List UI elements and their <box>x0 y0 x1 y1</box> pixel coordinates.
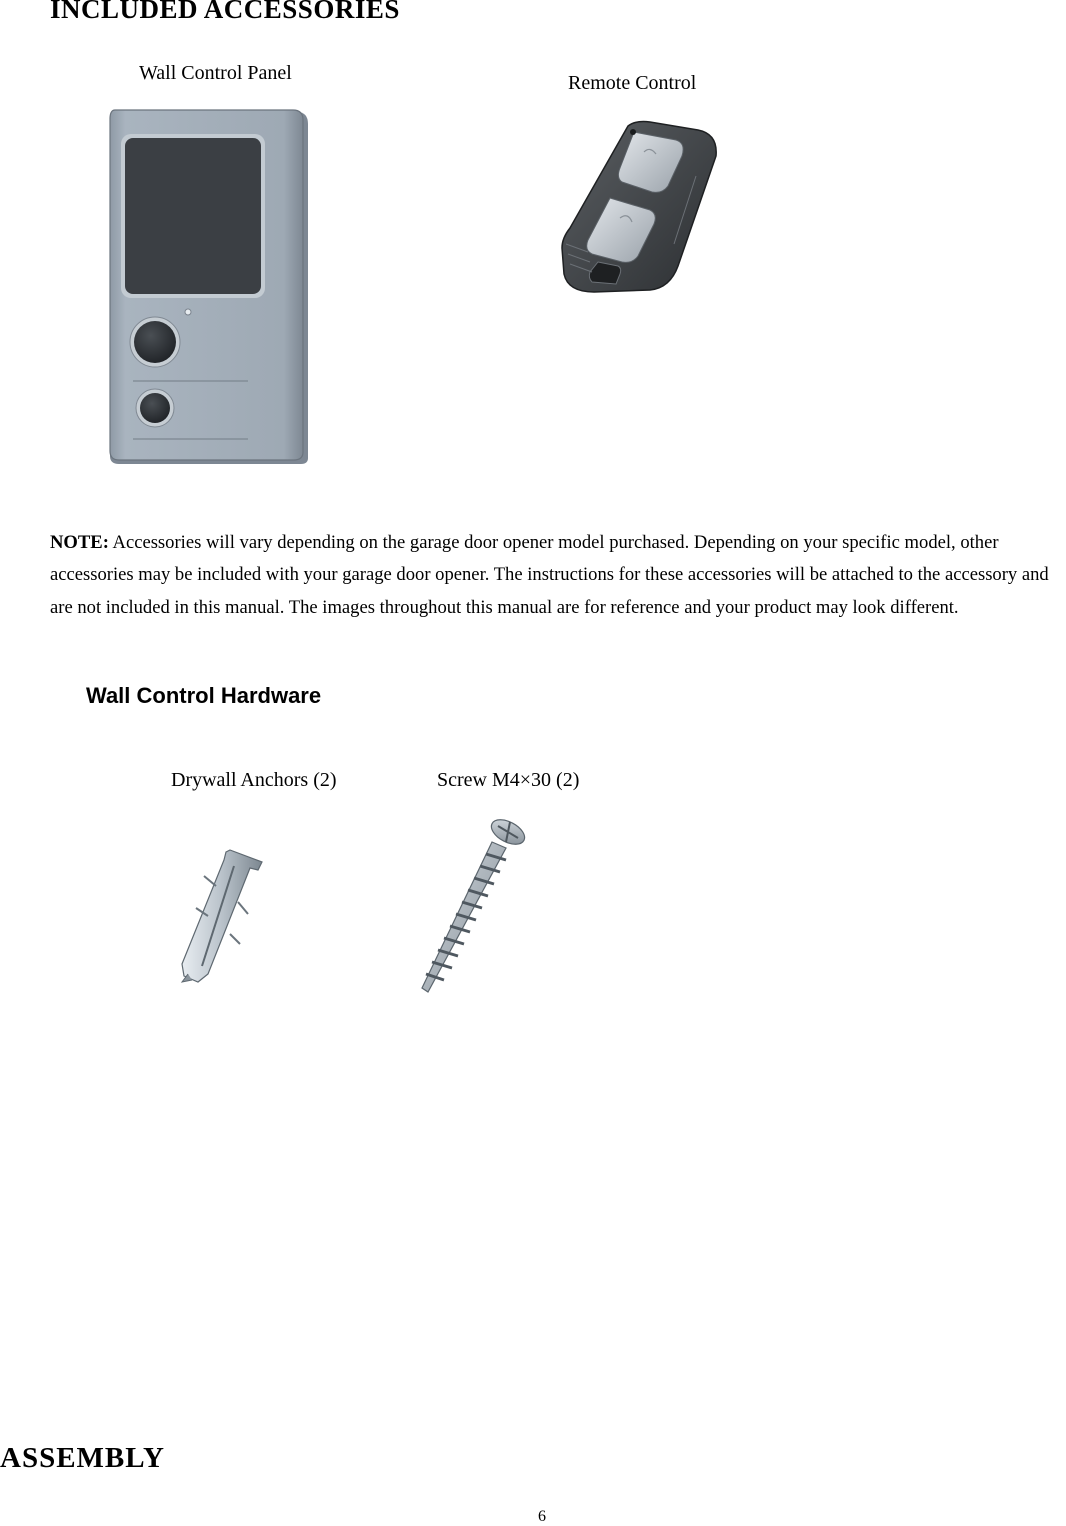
note-text: Accessories will vary depending on the garage door opener model purchased. Depending on your specific model, other accessories may be included with your garage door opener. The instructions for these accessories will be attached to the accessory and are not included in this manual. The images throughout this manual are for reference and your product may look different. <box>50 532 1049 618</box>
screw-illustration <box>410 816 534 1000</box>
page-number: 6 <box>538 1508 546 1525</box>
wall-control-panel-illustration <box>105 108 315 468</box>
assembly-title: ASSEMBLY <box>0 1442 165 1474</box>
wall-control-hardware-heading: Wall Control Hardware <box>86 683 322 708</box>
drywall-anchors-caption: Drywall Anchors (2) <box>171 769 337 791</box>
section-title: INCLUDED ACCESSORIES <box>50 0 400 24</box>
note-label: NOTE: <box>50 532 109 553</box>
screw-caption: Screw M4×30 (2) <box>437 769 580 791</box>
drywall-anchor-illustration <box>178 846 268 986</box>
remote-control-caption: Remote Control <box>568 72 697 94</box>
accessories-note <box>50 527 1066 624</box>
remote-control-illustration <box>558 116 728 301</box>
wall-control-panel-caption: Wall Control Panel <box>139 62 292 84</box>
